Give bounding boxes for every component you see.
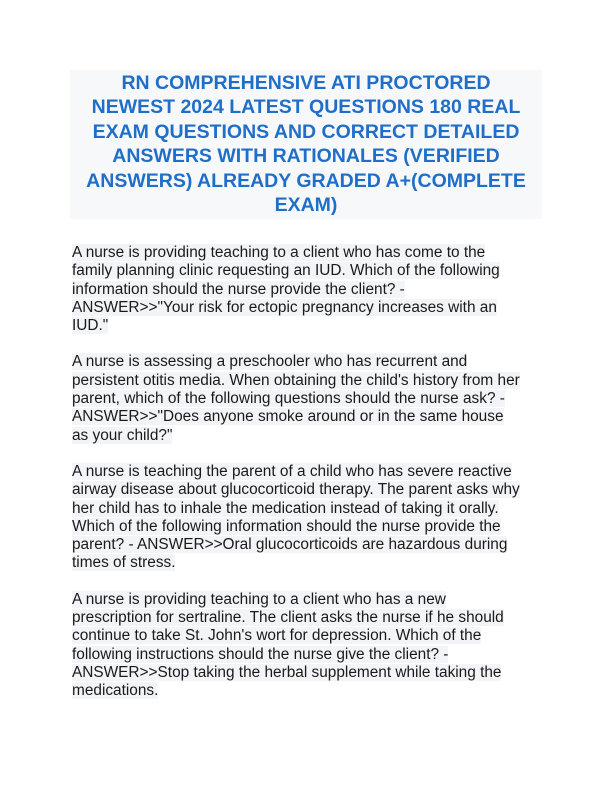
text-line: continue to take St. John's wort for depression. Which of the xyxy=(72,627,482,645)
text-line: A nurse is assessing a preschooler who has recurrent and xyxy=(72,353,468,371)
text-line: Which of the following information should the nurse provide the xyxy=(72,517,501,535)
question-answer-item xyxy=(72,353,552,444)
text-line: times of stress. xyxy=(72,554,176,572)
text-line: information should the nurse provide the client? - xyxy=(72,280,405,298)
text-line: following instructions should the nurse give the client? - xyxy=(72,645,449,663)
text-line: A nurse is providing teaching to a client who has come to the xyxy=(72,244,486,261)
title-line: RN COMPREHENSIVE ATI PROCTORED xyxy=(121,72,491,94)
question-answer-item xyxy=(72,244,552,335)
text-line: parent, which of the following questions should the nurse ask? - xyxy=(72,390,505,408)
title-line: EXAM QUESTIONS AND CORRECT DETAILED xyxy=(92,120,520,143)
text-line: IUD." xyxy=(72,317,109,335)
document-title xyxy=(70,70,542,219)
question-answer-item xyxy=(72,463,552,573)
text-line: medications. xyxy=(72,682,159,700)
question-list xyxy=(72,244,552,719)
text-line: airway disease about glucocorticoid therapy. The parent asks why xyxy=(72,481,520,499)
text-line: family planning clinic requesting an IUD. Which of the following xyxy=(72,262,500,280)
title-line: EXAM) xyxy=(274,194,338,217)
text-line: A nurse is providing teaching to a client who has a new xyxy=(72,590,446,608)
text-line: ANSWER>>"Your risk for ectopic pregnancy increases with an xyxy=(72,298,497,316)
text-line: prescription for sertraline. The client asks the nurse if he should xyxy=(72,609,504,627)
text-line: ANSWER>>Stop taking the herbal supplement while taking the xyxy=(72,663,502,681)
text-line: her child has to inhale the medication instead of taking it orally. xyxy=(72,499,499,517)
question-answer-item xyxy=(72,591,552,701)
text-line: ANSWER>>"Does anyone smoke around or in the same house xyxy=(72,408,504,426)
title-line: ANSWERS) ALREADY GRADED A+(COMPLETE xyxy=(86,169,526,192)
text-line: as your child?" xyxy=(72,426,173,444)
text-line: persistent otitis media. When obtaining the child's history from her xyxy=(72,371,520,389)
title-line: NEWEST 2024 LATEST QUESTIONS 180 REAL xyxy=(91,96,521,119)
text-line: A nurse is teaching the parent of a child who has severe reactive xyxy=(72,462,512,480)
title-line: ANSWERS WITH RATIONALES (VERIFIED xyxy=(112,145,500,168)
text-line: parent? - ANSWER>>Oral glucocorticoids are hazardous during xyxy=(72,536,508,554)
